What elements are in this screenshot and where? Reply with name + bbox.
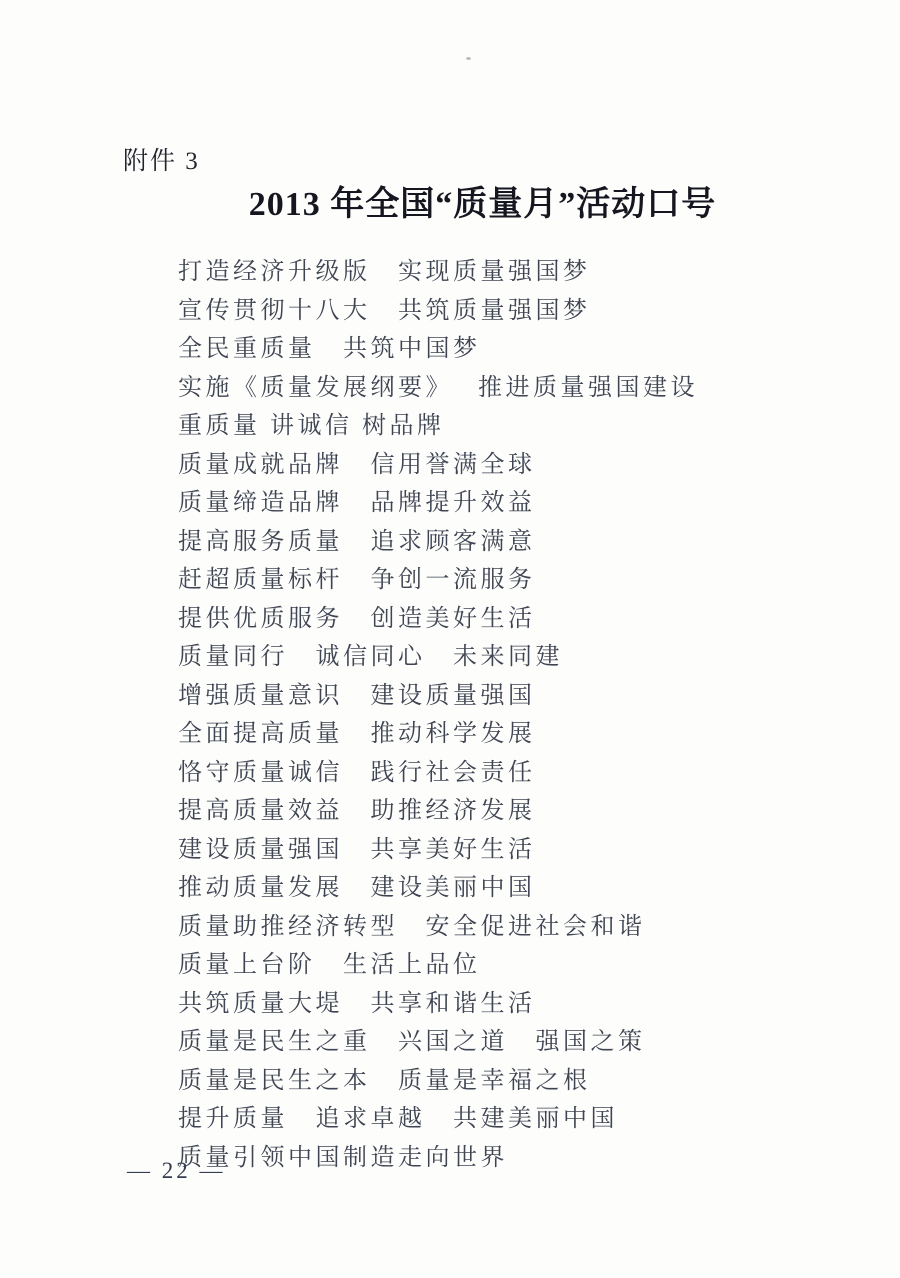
slogan-line: 提供优质服务 创造美好生活 [178, 605, 536, 632]
slogan-line: 全民重质量 共筑中国梦 [178, 336, 481, 362]
slogan-line: 建设质量强国 共享美好生活 [178, 836, 536, 863]
slogan-line: 提高服务质量 追求顾客满意 [178, 528, 536, 555]
attachment-label: 附件 3 [123, 148, 200, 175]
slogan-line: 恪守质量诚信 践行社会责任 [178, 759, 536, 786]
slogan-line: 质量缔造品牌 品牌提升效益 [178, 490, 536, 516]
slogan-line: 质量上台阶 生活上品位 [178, 952, 481, 978]
slogan-line: 赶超质量标杆 争创一流服务 [178, 567, 536, 593]
slogan-line: 重质量 讲诚信 树品牌 [178, 413, 445, 439]
slogan-line: 实施《质量发展纲要》 推进质量强国建设 [178, 374, 698, 401]
slogan-line: 提高质量效益 助推经济发展 [178, 798, 536, 824]
slogan-line: 质量引领中国制造走向世界 [178, 1144, 508, 1171]
slogan-line: 宣传贯彻十八大 共筑质量强国梦 [178, 297, 591, 324]
slogan-line: 全面提高质量 推动科学发展 [178, 721, 536, 747]
slogan-line: 提升质量 追求卓越 共建美丽中国 [178, 1106, 618, 1132]
slogan-line: 质量助推经济转型 安全促进社会和谐 [178, 913, 646, 940]
scan-artifact [466, 57, 471, 60]
slogan-line: 共筑质量大堤 共享和谐生活 [178, 990, 536, 1017]
slogan-line: 打造经济升级版 实现质量强国梦 [178, 259, 591, 285]
slogan-line: 增强质量意识 建设质量强国 [178, 682, 536, 709]
slogan-line: 质量同行 诚信同心 未来同建 [178, 644, 563, 670]
page-title: 2013 年全国“质量月”活动口号 [248, 186, 717, 223]
slogan-line: 质量是民生之重 兴国之道 强国之策 [178, 1029, 646, 1055]
slogan-list [178, 253, 860, 1177]
slogan-line: 质量成就品牌 信用誉满全球 [178, 451, 536, 478]
slogan-line: 质量是民生之本 质量是幸福之根 [178, 1067, 591, 1094]
page-number: — 22 — [127, 1158, 226, 1183]
slogan-line: 推动质量发展 建设美丽中国 [178, 875, 536, 901]
